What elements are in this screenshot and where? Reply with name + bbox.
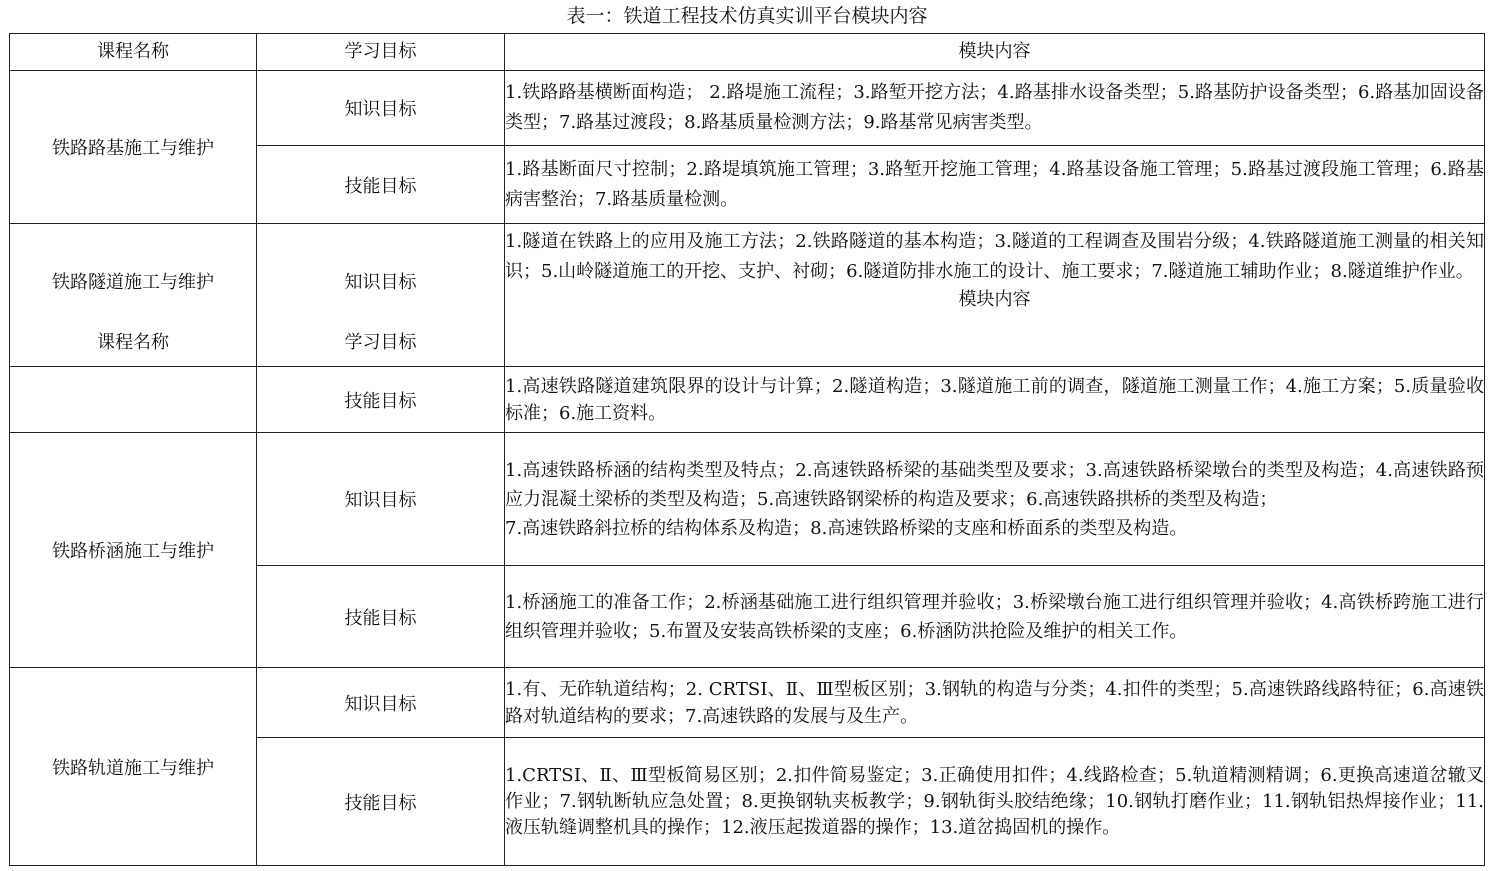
course-tunnel-label: 铁路隧道施工与维护 <box>52 272 214 293</box>
content-bridge-knowledge <box>505 433 1485 566</box>
goal-skill: 技能目标 <box>257 566 505 668</box>
header-course: 课程名称 <box>10 34 257 71</box>
content-bridge-knowledge-part2: 7.高速铁路斜拉桥的结构体系及构造；8.高速铁路桥梁的支座和桥面系的类型及构造。 <box>505 517 1188 539</box>
table-row <box>10 433 1485 566</box>
goal-knowledge: 知识目标 <box>257 668 505 738</box>
table-row <box>10 367 1485 433</box>
course-tunnel <box>10 224 257 367</box>
module-table <box>9 33 1485 866</box>
table-row <box>10 668 1485 738</box>
repeat-header-content: 模块内容 <box>958 289 1031 310</box>
goal-knowledge <box>257 224 505 367</box>
header-goal: 学习目标 <box>257 34 505 71</box>
table-row <box>10 224 1485 367</box>
content-bridge-knowledge-part1: 1.高速铁路桥涵的结构类型及特点；2.高速铁路桥梁的基础类型及要求；3.高速铁路桥梁墩台的类型及构造；4.高速铁路预应力混凝土梁桥的类型及构造；5.高速铁路钢梁桥的构造及要求；6.高速铁路拱桥的类型及构造； <box>505 459 1484 510</box>
content-track-knowledge: 1.有、无砟轨道结构；2. CRTSⅠ、Ⅱ、Ⅲ型板区别；3.钢轨的构造与分类；4.扣件的类型；5.高速铁路线路特征；6.高速铁路对轨道结构的要求；7.高速铁路的发展与及生产。 <box>505 668 1485 738</box>
repeat-header-course: 课程名称 <box>97 332 169 353</box>
course-subgrade: 铁路路基施工与维护 <box>10 71 257 224</box>
repeat-header-goal: 学习目标 <box>344 332 417 353</box>
content-tunnel-knowledge-text: 1.隧道在铁路上的应用及施工方法；2.铁路隧道的基本构造；3.隧道的工程调查及围岩分级；4.铁路隧道施工测量的相关知识；5.山岭隧道施工的开挖、支护、衬砌；6.隧道防排水施工的设计、施工要求；7.隧道施工辅助作业；8.隧道维护作业。 <box>505 231 1484 282</box>
content-track-skill: 1.CRTSⅠ、Ⅱ、Ⅲ型板简易区别；2.扣件简易鉴定；3.正确使用扣件；4.线路检查；5.轨道精测精调；6.更换高速道岔辙叉作业；7.钢轨断轨应急处置；8.更换钢轨夹板教学；9.钢轨街头胶结绝缘；10.钢轨打磨作业；11.钢轨铝热焊接作业；11.液压轨缝调整机具的操作；12.液压起拨道器的操作；13.道岔捣固机的操作。 <box>505 738 1485 866</box>
content-tunnel-skill: 1.高速铁路隧道建筑限界的设计与计算；2.隧道构造；3.隧道施工前的调查，隧道施工测量工作；4.施工方案；5.质量验收标准；6.施工资料。 <box>505 367 1485 433</box>
goal-skill: 技能目标 <box>257 367 505 433</box>
content-subgrade-skill: 1.路基断面尺寸控制；2.路堤填筑施工管理；3.路堑开挖施工管理；4.路基设备施工管理；5.路基过渡段施工管理；6.路基病害整治；7.路基质量检测。 <box>505 146 1485 224</box>
header-content: 模块内容 <box>505 34 1485 71</box>
course-track: 铁路轨道施工与维护 <box>10 668 257 866</box>
table-caption: 表一：铁道工程技术仿真实训平台模块内容 <box>566 5 928 27</box>
table-row <box>10 71 1485 146</box>
content-bridge-skill: 1.桥涵施工的准备工作；2.桥涵基础施工进行组织管理并验收；3.桥梁墩台施工进行组织管理并验收；4.高铁桥跨施工进行组织管理并验收；5.布置及安装高铁桥梁的支座；6.桥涵防洪抢险及维护的相关工作。 <box>505 566 1485 668</box>
goal-knowledge: 知识目标 <box>257 71 505 146</box>
course-bridge: 铁路桥涵施工与维护 <box>10 433 257 668</box>
course-empty <box>10 367 257 433</box>
goal-knowledge-label: 知识目标 <box>344 272 417 293</box>
content-tunnel-knowledge <box>505 224 1485 367</box>
content-subgrade-knowledge: 1.铁路路基横断面构造； 2.路堤施工流程；3.路堑开挖方法；4.路基排水设备类型；5.路基防护设备类型；6.路基加固设备类型；7.路基过渡段；8.路基质量检测方法；9.路基常见病害类型。 <box>505 71 1485 146</box>
goal-skill: 技能目标 <box>257 146 505 224</box>
goal-knowledge: 知识目标 <box>257 433 505 566</box>
header-row <box>10 34 1485 71</box>
goal-skill: 技能目标 <box>257 738 505 866</box>
